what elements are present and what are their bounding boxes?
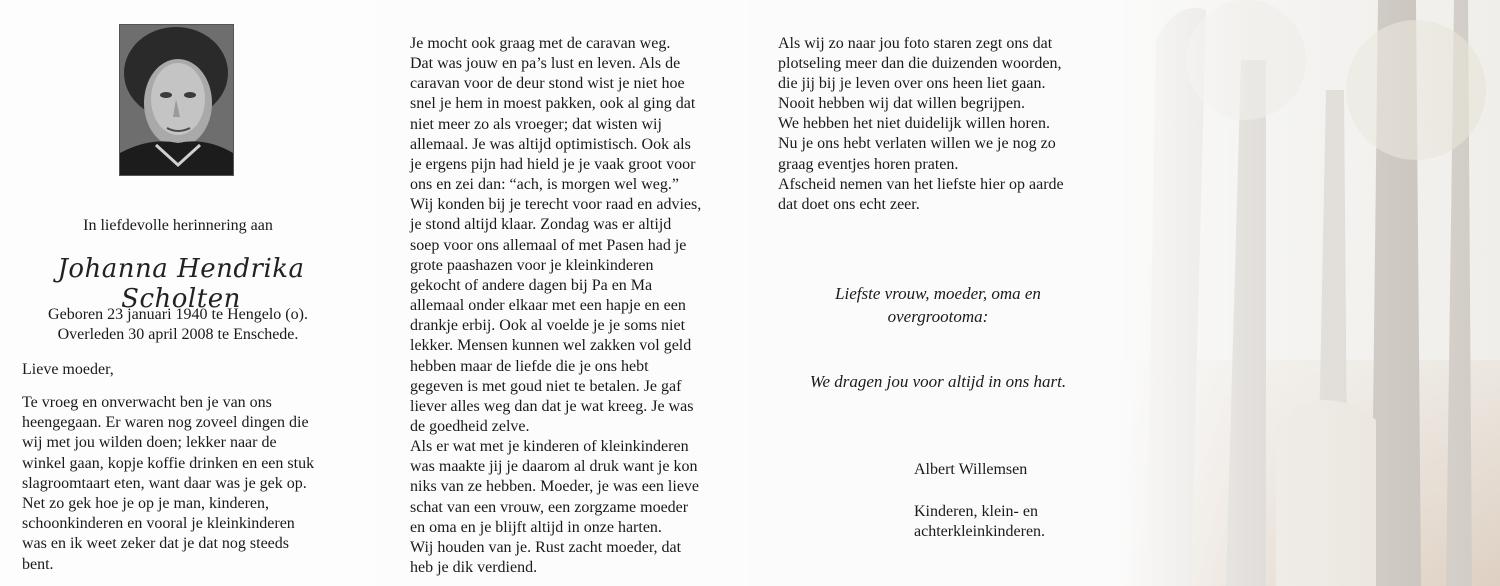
in-memory-heading: In liefdevolle herinnering aan [83, 217, 273, 234]
letter-text-part-1: Te vroeg en onverwacht ben je van ons heengegaan. Er waren nog zoveel dingen die wij met jou wilden doen; lekker naar de winkel gaan, kopje koffie drinken en een stuk slagroomtaart eten, want daar was je gek op. Net zo gek hoe je op je man, kinderen, schoonkinderen en vooral je kleinkinderen was en ik weet zeker dat je dat nog steeds bent. [22, 394, 315, 573]
letter-text-part-2: Je mocht ook graag met de caravan weg. Dat was jouw en pa’s lust en leven. Als de caravan voor de deur stond wist je niet hoe snel je hem in moest pakken, ook al ging dat niet meer zo als vroeger; dat wisten wij allemaal. Je was altijd optimistisch. Ook als je ergens pijn had hield je je vaak groot voor ons en zei dan: “ach, is morgen wel weg.” Wij konden bij je terecht voor raad en advies, je stond altijd klaar. Zondag was er altijd soep voor ons allemaal of met Pasen had je grote paashazen voor je kleinkinderen gekocht of andere dagen bij Pa en Ma allemaal onder elkaar met een hapje en een drankje erbij. Ook al voelde je je soms niet lekker. Mensen kunnen wel zakken vol geld hebben maar de liefde die je ons hebt gegeven is met goud niet te betalen. Je gaf liever alles weg dan dat je wat kreeg. Je was de goedheid zelve. Als er wat met je kinderen of kleinkinderen was maakte jij je daarom al druk want je kon niks van ze hebben. Moeder, je was een lieve schat van een vrouw, een zorgzame moeder en oma en je blijft altijd in onze harten. Wij houden van je. Rust zacht moeder, dat heb je dik verdiend. [410, 35, 702, 577]
middle-panel [374, 0, 748, 586]
signature-block [914, 460, 1045, 542]
deceased-name: Johanna Hendrika Scholten [57, 254, 305, 314]
birth-line: Geboren 23 januari 1940 te Hengelo (o). [48, 306, 308, 323]
poem-text: Als wij zo naar jou foto staren zegt ons dat plotseling meer dan die duizenden woorden, die jij bij je leven over ons heen liet gaan. Nooit hebben wij dat willen begrijpen. We hebben het niet duidelijk willen horen. Nu je ons hebt verlaten willen we je nog zo graag eventjes horen praten. Afscheid nemen van het liefste hier op aarde dat doet ons echt zeer. [778, 35, 1064, 213]
left-panel [0, 0, 374, 586]
closing-line: We dragen jou voor altijd in ons hart. [809, 372, 1067, 391]
signature-name: Albert Willemsen [914, 461, 1028, 478]
dates-block [0, 305, 356, 345]
death-line: Overleden 30 april 2008 te Enschede. [57, 326, 299, 343]
right-panel [748, 0, 1500, 586]
salutation: Lieve moeder, [22, 361, 114, 378]
signature-family: Kinderen, klein- en achterkleinkinderen. [914, 503, 1046, 540]
portrait-photo [119, 24, 234, 176]
farewell-heading: Liefste vrouw, moeder, oma en overgrootoma: [835, 284, 1041, 326]
forest-background-image [1116, 0, 1500, 586]
